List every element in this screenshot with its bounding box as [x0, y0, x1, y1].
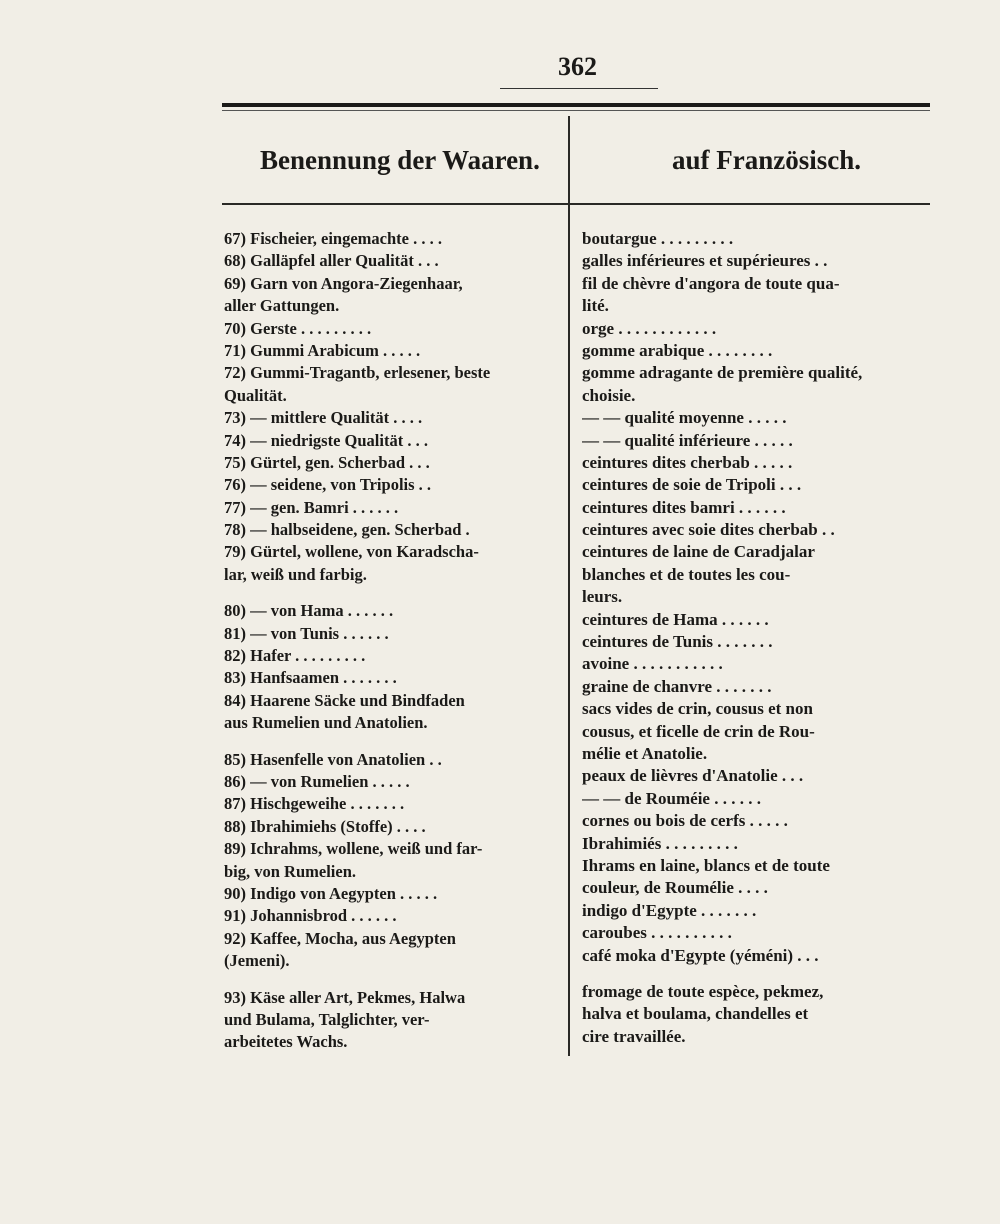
- french-entry-line: indigo d'Egypte . . . . . . .: [582, 900, 757, 920]
- german-entry-line: lar, weiß und farbig.: [224, 564, 367, 584]
- french-entry-line: leurs.: [582, 587, 623, 607]
- french-entry-line: ceintures de laine de Caradjalar: [582, 542, 815, 562]
- german-entry-line: 73) — mittlere Qualität . . . .: [224, 408, 423, 428]
- french-entry-line: cornes ou bois de cerfs . . . . .: [582, 811, 788, 831]
- header-left: Benennung der Waaren.: [260, 145, 540, 175]
- french-entry-line: — — de Rouméie . . . . . .: [582, 788, 761, 808]
- page-number: 362: [558, 52, 597, 81]
- german-entry-line: 89) Ichrahms, wollene, weiß und far-: [224, 839, 483, 859]
- german-entry-line: aller Gattungen.: [224, 296, 340, 316]
- left-column: [224, 228, 556, 1054]
- german-entry-line: Qualität.: [224, 385, 287, 405]
- french-entry-line: lité.: [582, 296, 609, 316]
- french-entry-line: couleur, de Roumélie . . . .: [582, 878, 768, 898]
- german-entry-line: big, von Rumelien.: [224, 861, 357, 881]
- french-entry-line: graine de chanvre . . . . . . .: [582, 676, 772, 696]
- german-entry-line: 85) Hasenfelle von Anatolien . .: [224, 749, 442, 769]
- german-entry-line: 74) — niedrigste Qualität . . .: [224, 430, 428, 450]
- german-entry-line: 83) Hanfsaamen . . . . . . .: [224, 668, 397, 688]
- german-entry-line: [224, 586, 556, 600]
- german-entry-line: 90) Indigo von Aegypten . . . . .: [224, 883, 438, 903]
- french-entry-line: choisie.: [582, 385, 636, 405]
- french-entry-line: cousus, et ficelle de crin de Rou-: [582, 721, 815, 741]
- german-entry-line: 70) Gerste . . . . . . . . .: [224, 318, 372, 338]
- french-entry-line: blanches et de toutes les cou-: [582, 564, 791, 584]
- french-entry-line: ceintures dites cherbab . . . . .: [582, 452, 793, 472]
- french-entry-line: ceintures dites bamri . . . . . .: [582, 497, 786, 517]
- right-column: [582, 228, 928, 1048]
- german-entry-line: 67) Fischeier, eingemachte . . . .: [224, 229, 442, 248]
- french-entry-line: — — qualité moyenne . . . . .: [582, 408, 787, 428]
- german-entry-line: 84) Haarene Säcke und Bindfaden: [224, 690, 465, 710]
- german-entry-line: 76) — seidene, von Tripolis . .: [224, 475, 432, 495]
- german-entry-line: 68) Galläpfel aller Qualität . . .: [224, 251, 439, 271]
- german-entry-line: 72) Gummi-Tragantb, erlesener, beste: [224, 363, 491, 383]
- german-entry-line: [224, 735, 556, 749]
- column-divider: [568, 116, 570, 1056]
- french-entry-line: ceintures de Hama . . . . . .: [582, 609, 769, 629]
- german-entry-line: 91) Johannisbrod . . . . . .: [224, 906, 397, 926]
- german-entry-line: 69) Garn von Angora-Ziegenhaar,: [224, 273, 463, 293]
- top-thin-rule: [500, 88, 658, 89]
- french-entry-line: mélie et Anatolie.: [582, 743, 708, 763]
- french-entry-line: gomme adragante de première qualité,: [582, 363, 863, 383]
- french-entry-line: gomme arabique . . . . . . . .: [582, 340, 773, 360]
- french-entry-line: orge . . . . . . . . . . . .: [582, 318, 717, 338]
- french-entry-line: avoine . . . . . . . . . . .: [582, 654, 723, 674]
- french-entry-line: boutargue . . . . . . . . .: [582, 229, 734, 248]
- german-entry-line: 79) Gürtel, wollene, von Karadscha-: [224, 542, 479, 562]
- french-entry-line: fromage de toute espèce, pekmez,: [582, 981, 824, 1001]
- german-entry-line: arbeitetes Wachs.: [224, 1032, 348, 1052]
- top-second-rule: [222, 110, 930, 111]
- german-entry-line: und Bulama, Talglichter, ver-: [224, 1009, 430, 1029]
- german-entry-line: aus Rumelien und Anatolien.: [224, 713, 428, 733]
- german-entry-line: 93) Käse aller Art, Pekmes, Halwa: [224, 987, 466, 1007]
- german-entry-line: 75) Gürtel, gen. Scherbad . . .: [224, 452, 430, 472]
- french-entry-line: peaux de lièvres d'Anatolie . . .: [582, 766, 804, 786]
- french-entry-line: Ihrams en laine, blancs et de toute: [582, 855, 830, 875]
- french-entry-line: ceintures de Tunis . . . . . . .: [582, 632, 773, 652]
- french-entry-line: galles inférieures et supérieures . .: [582, 251, 828, 271]
- german-entry-line: 71) Gummi Arabicum . . . . .: [224, 340, 421, 360]
- german-entry-line: (Jemeni).: [224, 951, 290, 971]
- german-entry-line: 87) Hischgeweihe . . . . . . .: [224, 794, 405, 814]
- header-rule: [222, 203, 930, 205]
- french-entry-line: [582, 967, 928, 981]
- german-entry-line: 86) — von Rumelien . . . . .: [224, 771, 410, 791]
- header-right: auf Französisch.: [672, 145, 861, 175]
- french-entry-line: caroubes . . . . . . . . . .: [582, 923, 732, 943]
- french-entry-line: Ibrahimiés . . . . . . . . .: [582, 833, 738, 853]
- german-entry-line: 82) Hafer . . . . . . . . .: [224, 646, 366, 666]
- french-entry-line: halva et boulama, chandelles et: [582, 1004, 809, 1024]
- french-entry-line: ceintures avec soie dites cherbab . .: [582, 520, 835, 540]
- top-thick-rule: [222, 103, 930, 107]
- german-entry-line: 78) — halbseidene, gen. Scherbad .: [224, 520, 470, 540]
- french-entry-line: ceintures de soie de Tripoli . . .: [582, 475, 802, 495]
- german-entry-line: 92) Kaffee, Mocha, aus Aegypten: [224, 928, 456, 948]
- german-entry-line: 88) Ibrahimiehs (Stoffe) . . . .: [224, 816, 426, 836]
- german-entry-line: 81) — von Tunis . . . . . .: [224, 623, 389, 643]
- french-entry-line: sacs vides de crin, cousus et non: [582, 699, 813, 719]
- french-entry-line: cire travaillée.: [582, 1026, 686, 1046]
- german-entry-line: 80) — von Hama . . . . . .: [224, 601, 394, 621]
- french-entry-line: café moka d'Egypte (yéméni) . . .: [582, 945, 819, 965]
- german-entry-line: 77) — gen. Bamri . . . . . .: [224, 497, 399, 517]
- french-entry-line: — — qualité inférieure . . . . .: [582, 430, 793, 450]
- french-entry-line: fil de chèvre d'angora de toute qua-: [582, 273, 840, 293]
- german-entry-line: [224, 973, 556, 987]
